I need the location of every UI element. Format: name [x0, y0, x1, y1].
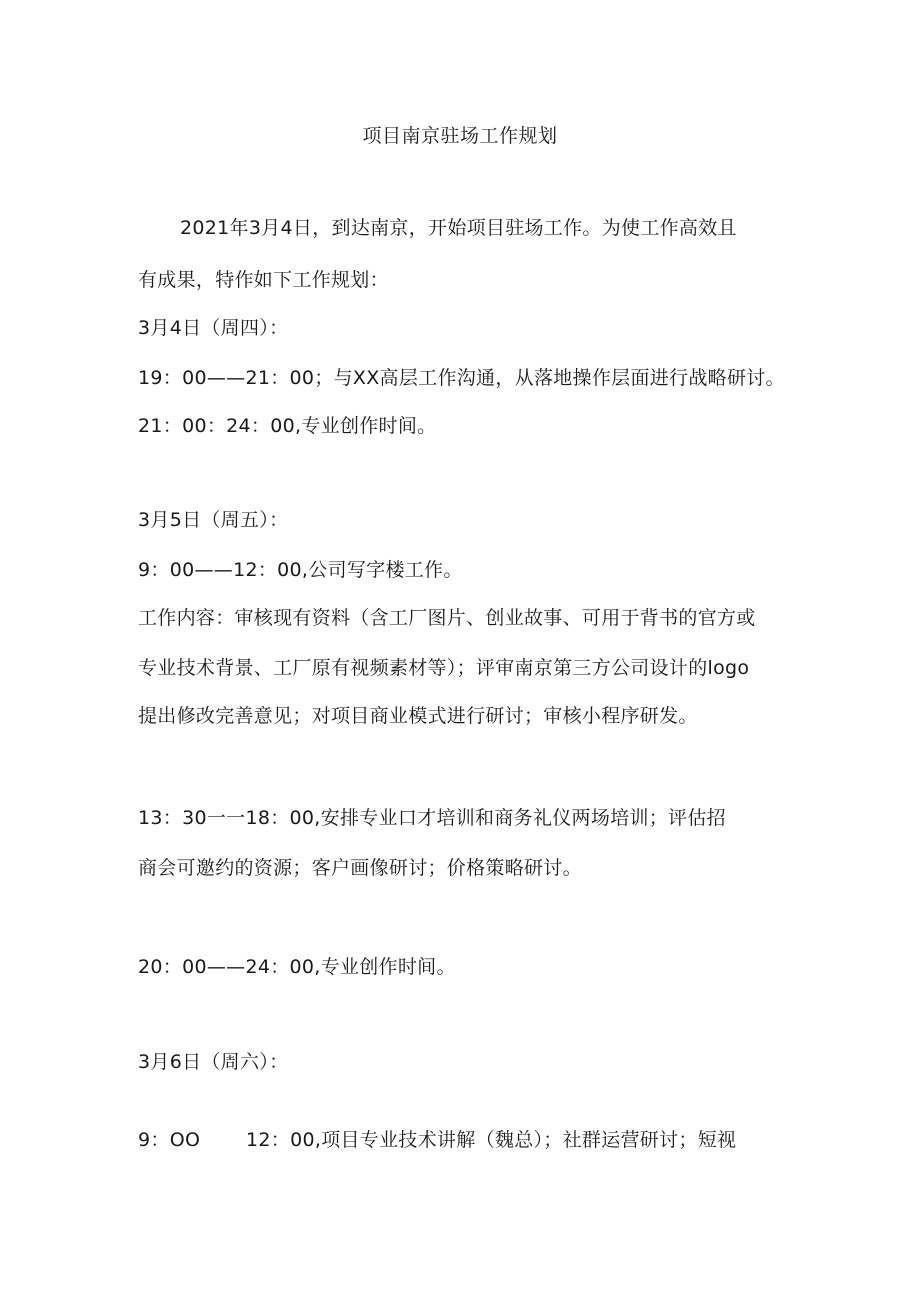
- day2-heading: 3月5日（周五）：: [138, 509, 289, 531]
- intro-paragraph-line-1: 2021年3月4日，到达南京，开始项目驻场工作。为使工作高效且: [180, 217, 737, 239]
- day2-item-2-line-1: 13：30一一18：00,安排专业口才培训和商务礼仪两场培训；评估招: [138, 807, 726, 829]
- day3-item-1-rest: 12：00,项目专业技术讲解（魏总）；社群运营研讨；短视: [246, 1129, 737, 1151]
- day2-content-line-1: 工作内容：审核现有资料（含工厂图片、创业故事、可用于背书的官方或: [138, 607, 756, 629]
- day2-item-1: 9：00——12：00,公司写字楼工作。: [138, 559, 463, 581]
- day2-item-3: 20：00——24：00,专业创作时间。: [138, 956, 456, 978]
- day3-item-1-start-time: 9：OO: [138, 1129, 201, 1151]
- day3-heading: 3月6日（周六）：: [138, 1051, 289, 1073]
- day2-content-line-3: 提出修改完善意见；对项目商业模式进行研讨；审核小程序研发。: [138, 705, 698, 727]
- day2-content-line-2: 专业技术背景、工厂原有视频素材等）；评审南京第三方公司设计的logo: [138, 657, 750, 679]
- intro-paragraph-line-2: 有成果，特作如下工作规划：: [138, 269, 389, 291]
- document-title: 项目南京驻场工作规划: [362, 125, 558, 147]
- day1-heading: 3月4日（周四）：: [138, 317, 289, 339]
- day2-item-2-line-2: 商会可邀约的资源；客户画像研讨；价格策略研讨。: [138, 857, 582, 879]
- day3-item-1: [138, 1128, 736, 1152]
- day1-item-1: 19：00——21：00；与XX高层工作沟通，从落地操作层面进行战略研讨。: [138, 367, 785, 389]
- day1-item-2: 21：00：24：00,专业创作时间。: [138, 415, 437, 437]
